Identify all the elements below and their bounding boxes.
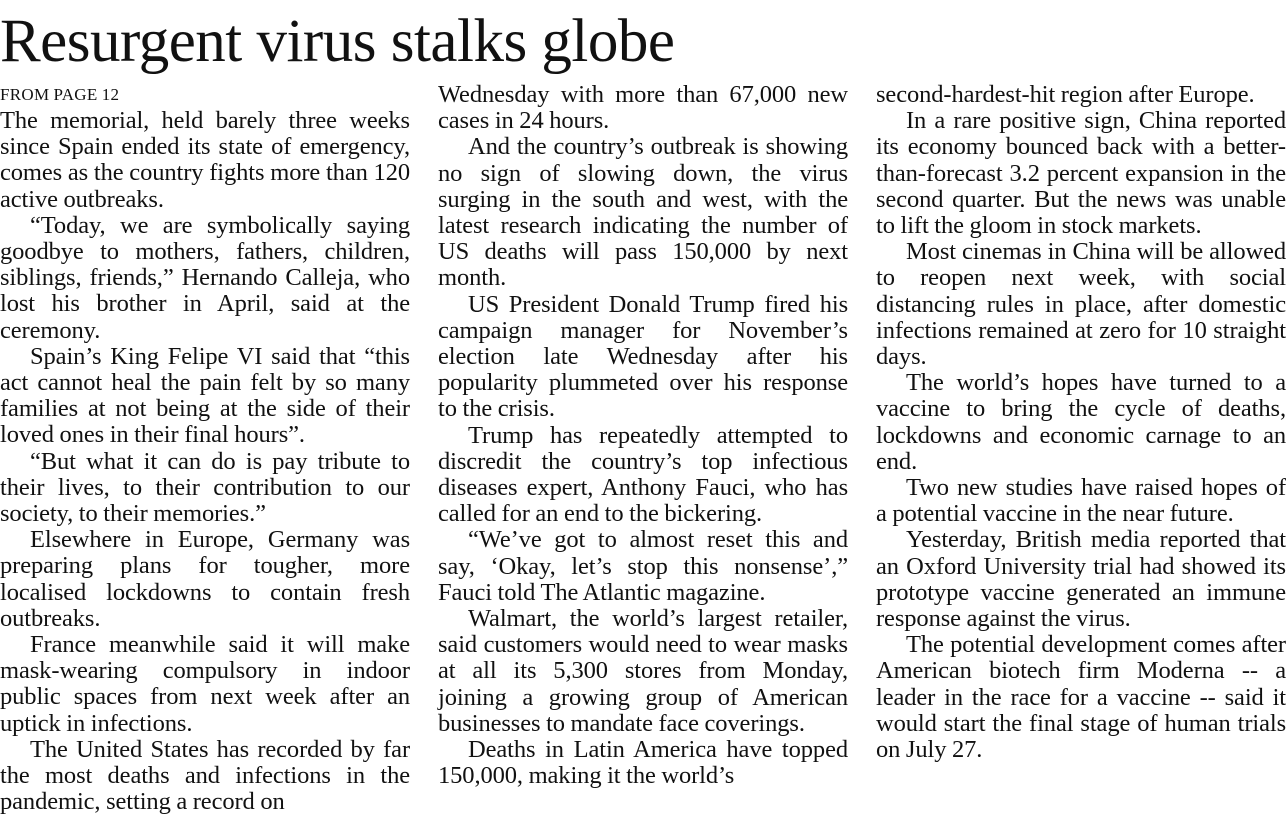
jump-line: FROM PAGE 12 <box>0 85 120 104</box>
paragraph: Walmart, the world’s largest retailer, said customers would need to wear masks at all its 5,300 stores from Monday, joining a growing group of American businesses to mandate face coverings. <box>438 605 848 737</box>
paragraph: The United States has recorded by far the most deaths and infections in the pandemic, setting a record on <box>0 735 410 816</box>
paragraph: Deaths in Latin America have topped 150,000, making it the world’s <box>438 736 848 790</box>
paragraph: Elsewhere in Europe, Germany was preparing plans for tougher, more localised lockdowns to contain fresh outbreaks. <box>0 526 410 632</box>
paragraph: Most cinemas in China will be allowed to reopen next week, with social distancing rules in place, after domestic infections remained at zero for 10 straight days. <box>876 238 1286 371</box>
article-column-1 <box>0 82 410 815</box>
paragraph: And the country’s outbreak is showing no sign of slowing down, the virus surging in the south and west, with the latest research indicating the number of US deaths will pass 150,000 by next month. <box>438 133 848 292</box>
article-column-3 <box>876 82 1286 763</box>
paragraph: “But what it can do is pay tribute to their lives, to their contribution to our society, to their memories.” <box>0 447 410 528</box>
headline: Resurgent virus stalks globe <box>0 8 675 75</box>
paragraph: Trump has repeatedly attempted to discredit the country’s top infectious diseases expert, Anthony Fauci, who has called for an end to the bickering. <box>438 421 848 528</box>
paragraph: second-hardest-hit region after Europe. <box>876 81 1255 108</box>
paragraph: In a rare positive sign, China reported its economy bounced back with a better-than-forecast 3.2 percent expansion in the second quarter. But the news was unable to lift the gloom in stock markets. <box>876 107 1286 240</box>
paragraph: Two new studies have raised hopes of a potential vaccine in the near future. <box>876 474 1286 528</box>
paragraph: The world’s hopes have turned to a vaccine to bring the cycle of deaths, lockdowns and economic carnage to an end. <box>876 369 1286 475</box>
article-column-2 <box>438 82 848 789</box>
paragraph: “Today, we are symbolically saying goodbye to mothers, fathers, children, siblings, friends,” Hernando Calleja, who lost his brother in April, said at the ceremony. <box>0 211 410 344</box>
paragraph: “We’ve got to almost reset this and say, ‘Okay, let’s stop this nonsense’,” Fauci told The Atlantic magazine. <box>438 526 848 606</box>
paragraph: Wednesday with more than 67,000 new cases in 24 hours. <box>438 81 848 135</box>
paragraph: France meanwhile said it will make mask-wearing compulsory in indoor public spaces from next week after an uptick in infections. <box>0 631 410 737</box>
paragraph: The memorial, held barely three weeks since Spain ended its state of emergency, comes as the country fights more than 120 active outbreaks. <box>0 107 410 213</box>
paragraph: Yesterday, British media reported that an Oxford University trial had showed its prototype vaccine generated an immune response against the virus. <box>876 526 1286 633</box>
paragraph: US President Donald Trump fired his campaign manager for November’s election late Wednesday after his popularity plummeted over his response to the crisis. <box>438 290 848 423</box>
paragraph: Spain’s King Felipe VI said that “this act cannot heal the pain felt by so many families at not being at the side of their loved ones in their final hours”. <box>0 342 410 449</box>
paragraph: The potential development comes after American biotech firm Moderna -- a leader in the race for a vaccine -- said it would start the final stage of human trials on July 27. <box>876 631 1286 764</box>
